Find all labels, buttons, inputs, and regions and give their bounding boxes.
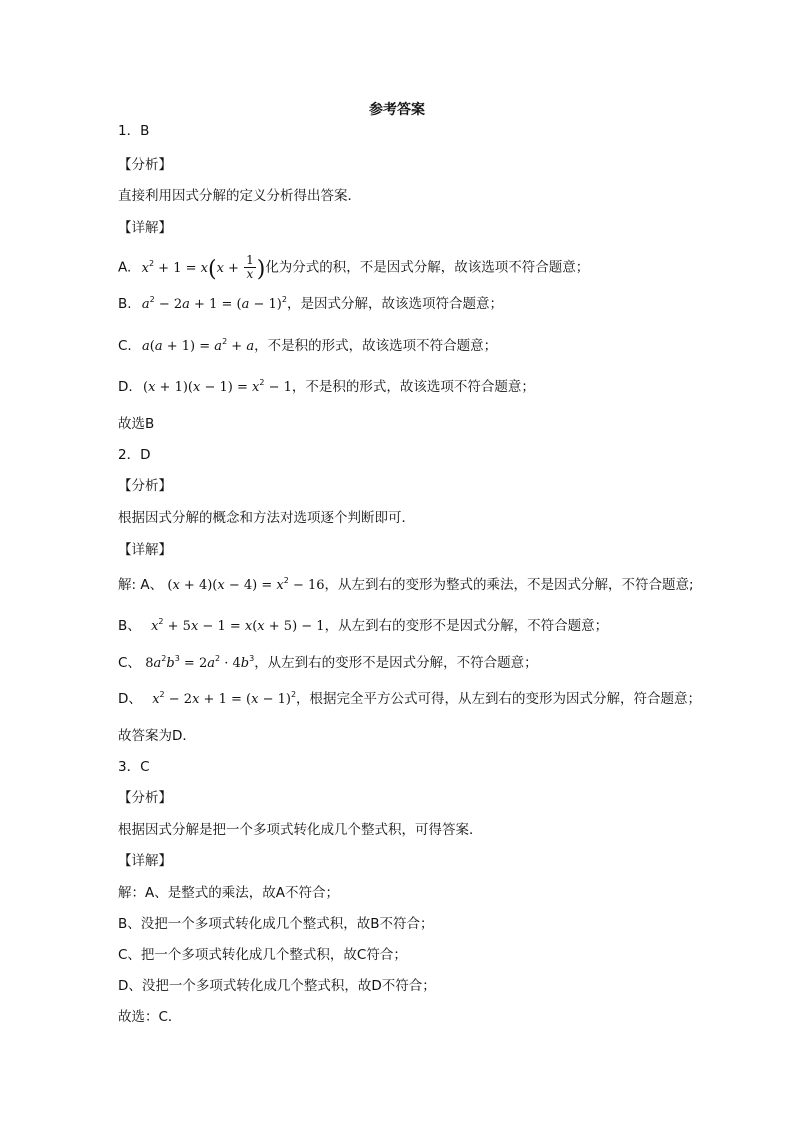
- q1-option-d: [118, 378, 535, 397]
- q2-option-a: [118, 576, 694, 595]
- q3-line-d: D、没把一个多项式转化成几个整式积，故D不符合；: [118, 978, 436, 994]
- q1-option-b: [118, 295, 503, 314]
- q2-conclusion: 故答案为D．: [118, 728, 196, 744]
- option-label: D.: [118, 379, 133, 395]
- formula: $a(a + 1) = a^2 + a$: [142, 337, 255, 354]
- q2-answer: 2．D: [118, 447, 151, 463]
- option-text: 化为分式的积，不是因式分解，故该选项不符合题意；: [265, 259, 590, 276]
- option-prefix: 解: A、: [118, 577, 164, 593]
- option-text: ，根据完全平方公式可得，从左到右的变形为因式分解，符合题意；: [296, 691, 702, 707]
- formula: $x^2 + 5x - 1 = x(x + 5) - 1$: [151, 617, 325, 634]
- q1-option-c: [118, 337, 497, 356]
- option-text: ，不是积的形式，故该选项不符合题意；: [254, 338, 498, 354]
- q2-analysis-label: 【分析】: [118, 478, 172, 494]
- formula: $x^2 + 1 = x(x$ + $\frac{1}{x}$ ): [141, 253, 266, 282]
- q2-option-b: [118, 617, 608, 636]
- formula: $(x + 1)(x - 1) = x^2 - 1$: [142, 378, 292, 395]
- q3-analysis-text: 根据因式分解是把一个多项式转化成几个整式积，可得答案．: [118, 822, 483, 838]
- formula: $8a^2b^3 = 2a^2 \cdot 4b^3$: [145, 654, 255, 671]
- q2-analysis-text: 根据因式分解的概念和方法对选项逐个判断即可．: [118, 510, 415, 526]
- formula: $a^2 - 2a + 1 = (a - 1)^2$: [141, 295, 287, 312]
- q2-option-d: [118, 690, 701, 709]
- q3-line-c: C、把一个多项式转化成几个整式积，故C符合；: [118, 947, 407, 963]
- option-text: ，不是积的形式，故该选项不符合题意；: [291, 379, 535, 395]
- formula: $(x + 4)(x - 4) = x^2 - 16$: [167, 576, 325, 593]
- option-text: ，是因式分解，故该选项符合题意；: [286, 296, 503, 312]
- q3-line-b: B、没把一个多项式转化成几个整式积，故B不符合；: [118, 916, 434, 932]
- q1-option-a: [118, 254, 589, 281]
- option-label: B.: [118, 296, 132, 312]
- q2-option-c: [118, 654, 538, 673]
- q1-answer: 1．B: [118, 123, 150, 139]
- formula: $x^2 - 2x + 1 = (x - 1)^2$: [152, 690, 297, 707]
- q1-analysis-text: 直接利用因式分解的定义分析得出答案．: [118, 188, 361, 204]
- q1-conclusion: 故选B: [118, 416, 155, 432]
- option-prefix: D、: [118, 691, 142, 707]
- option-prefix: C、: [118, 655, 141, 671]
- option-label: A.: [118, 259, 132, 276]
- q2-detail-label: 【详解】: [118, 542, 172, 558]
- q3-detail-label: 【详解】: [118, 853, 172, 869]
- q1-analysis-label: 【分析】: [118, 157, 172, 173]
- option-label: C.: [118, 338, 132, 354]
- q3-answer: 3．C: [118, 759, 150, 775]
- option-text: ，从左到右的变形不是因式分解，不符合题意；: [254, 655, 538, 671]
- option-text: ，从左到右的变形不是因式分解，不符合题意；: [324, 618, 609, 634]
- option-prefix: B、: [118, 618, 141, 634]
- q3-conclusion: 故选：C．: [118, 1009, 182, 1025]
- q1-detail-label: 【详解】: [118, 220, 172, 236]
- q3-line-a: 解：A、是整式的乘法，故A不符合；: [118, 885, 339, 901]
- option-text: ，从左到右的变形为整式的乘法，不是因式分解，不符合题意;: [324, 577, 694, 593]
- page-title: 参考答案: [369, 102, 425, 118]
- q3-analysis-label: 【分析】: [118, 790, 172, 806]
